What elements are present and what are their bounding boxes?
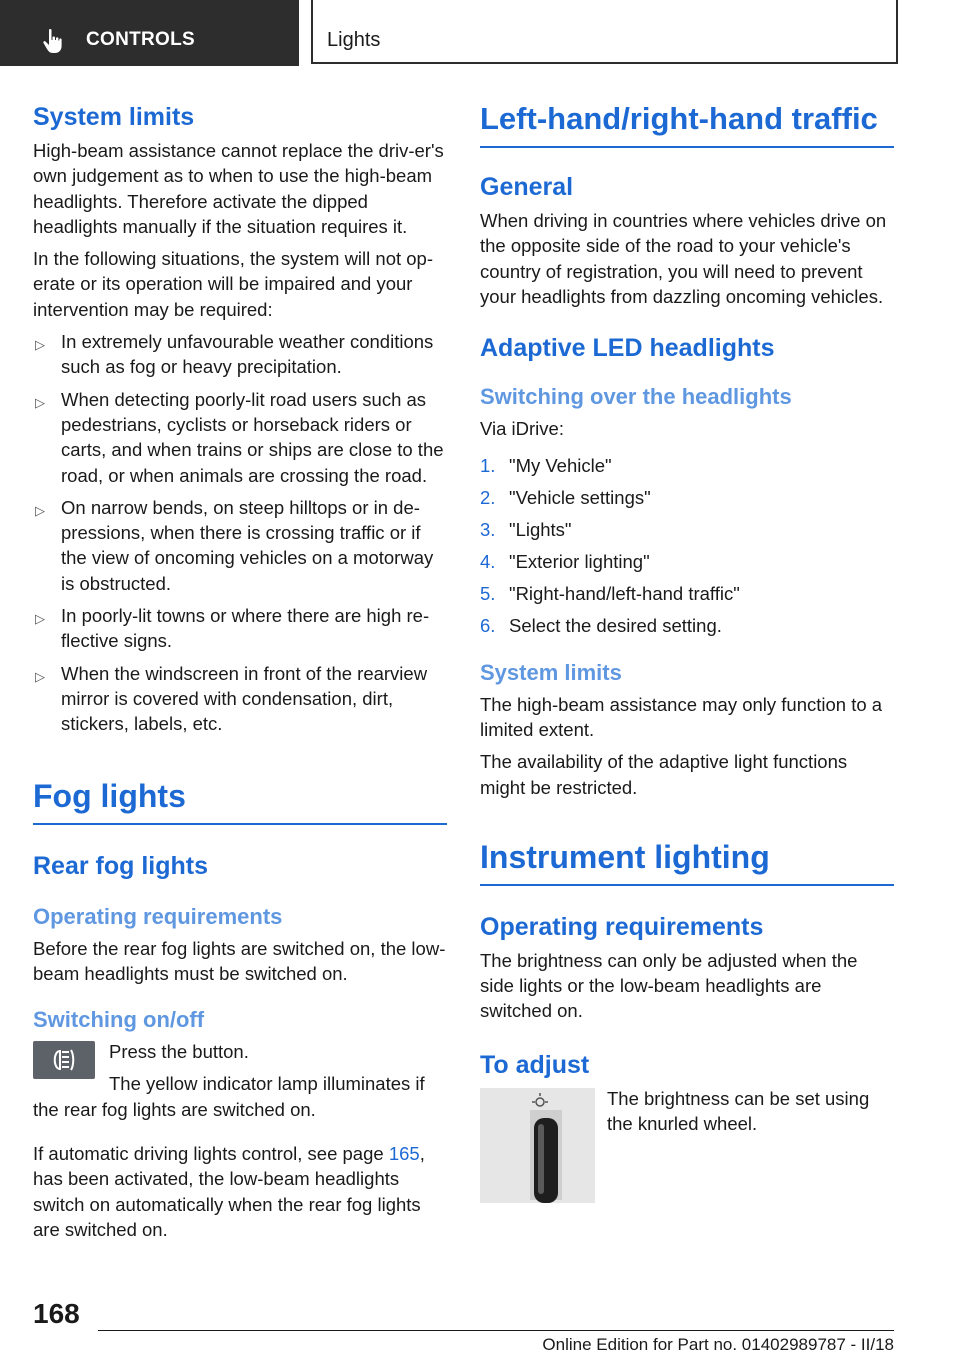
general-text: When driving in countries where vehicles drive on the opposite side of the road to your vehicle's country of registration, you will need to prevent your headlights from dazzling oncoming vehicles. — [480, 210, 887, 307]
system-limits-paragraph-1: High-beam assistance cannot replace the driv-er's own judgement as to when to use the high-beam headlights. Therefore activate the dipped headlights manually if the situation requires it. — [33, 140, 444, 237]
switching-over-heading: Switching over the headlights — [480, 384, 792, 410]
to-adjust-heading: To adjust — [480, 1050, 590, 1079]
triangle-bullet-icon: ▷ — [35, 611, 45, 627]
triangle-bullet-icon: ▷ — [35, 394, 45, 410]
list-item-text: When detecting poorly-lit road users such as pedestrians, cyclists or horseback riders or carts, and when trains or ships are close to the road, or when animals are crossing the road. — [61, 388, 444, 486]
system-limits-paragraph-2: In the following situations, the system will not op-erate or its operation will be impaired and your intervention may be required: — [33, 248, 433, 320]
list-item — [33, 661, 447, 737]
general-heading: General — [480, 173, 574, 201]
knurled-wheel-icon — [480, 1088, 595, 1203]
press-button-text: Press the button. — [109, 1041, 249, 1063]
triangle-bullet-icon: ▷ — [35, 502, 45, 518]
indicator-text: The yellow indicator lamp illuminates if the rear fog lights are switched on. — [33, 1073, 425, 1120]
section-tab — [0, 0, 299, 66]
page-header — [0, 0, 960, 66]
auto-lights-text: If automatic driving lights control, see page 165, has been activated, the low-beam headlights switch on automatically when the rear fog lights are switched on. — [33, 1143, 425, 1240]
rear-fog-button-image — [33, 1041, 95, 1079]
list-item — [33, 329, 447, 380]
triangle-bullet-icon: ▷ — [35, 337, 45, 353]
right-system-limits-heading: System limits — [480, 659, 622, 685]
list-item-text: On narrow bends, on steep hilltops or in de-pressions, when there is crossing traffic or if the view of oncoming vehicles on a motorway is obstructed. — [61, 496, 434, 594]
via-idrive-text: Via iDrive: — [480, 418, 564, 440]
switching-heading: Switching on/off — [33, 1007, 205, 1033]
footer-divider — [98, 1330, 894, 1331]
section-label: CONTROLS — [86, 29, 196, 50]
rear-fog-lights-heading: Rear fog lights — [33, 851, 209, 880]
operating-requirements-text: Before the rear fog lights are switched on, the low-beam headlights must be switched on. — [33, 937, 446, 984]
list-item: 3. "Lights" — [480, 519, 572, 541]
fog-lights-heading: Fog lights — [33, 777, 447, 825]
chapter-title: Lights — [327, 29, 381, 51]
operating-requirements-heading: Operating requirements — [33, 903, 283, 929]
list-item: 5. "Right-hand/left-hand traffic" — [480, 583, 740, 605]
right-system-limits-paragraph-1: The high-beam assistance may only function to a limited extent. — [480, 693, 883, 740]
right-column — [480, 100, 894, 1209]
rear-fog-light-icon — [33, 1041, 95, 1079]
edition-text: Online Edition for Part no. 01402989787 - II/18 — [542, 1335, 894, 1354]
system-limits-heading: System limits — [33, 103, 195, 131]
pointing-hand-icon — [40, 27, 68, 55]
right-system-limits-paragraph-2: The availability of the adaptive light functions might be restricted. — [480, 751, 848, 798]
limitations-list — [33, 329, 447, 736]
knurled-wheel-image — [480, 1088, 595, 1203]
list-item: 4. "Exterior lighting" — [480, 551, 650, 573]
list-item-text: In extremely unfavourable weather conditions such as fog or heavy precipitation. — [61, 331, 434, 378]
list-item — [33, 495, 447, 596]
list-item-text: When the windscreen in front of the rearview mirror is covered with condensation, dirt, stickers, labels, etc. — [61, 662, 428, 735]
idrive-steps-list — [480, 453, 894, 638]
traffic-heading: Left-hand/right-hand traffic — [480, 100, 894, 148]
adaptive-heading: Adaptive LED headlights — [480, 334, 775, 363]
page-link[interactable]: 165 — [388, 1143, 420, 1165]
to-adjust-text: The brightness can be set using the knurled wheel. — [607, 1087, 870, 1135]
list-item — [33, 387, 447, 488]
triangle-bullet-icon: ▷ — [35, 668, 45, 684]
page-number: 168 — [33, 1298, 80, 1329]
list-item-text: In poorly-lit towns or where there are high re-flective signs. — [61, 605, 430, 652]
list-item — [33, 603, 447, 654]
list-item: 2. "Vehicle settings" — [480, 487, 651, 509]
list-item: 6. Select the desired setting. — [480, 615, 722, 637]
instrument-lighting-heading: Instrument lighting — [480, 838, 894, 886]
right-operating-requirements-heading: Operating requirements — [480, 912, 764, 941]
chapter-title-box — [311, 0, 898, 64]
right-operating-requirements-text: The brightness can only be adjusted when the side lights or the low-beam headlights are switched on. — [480, 949, 858, 1022]
list-item: 1. "My Vehicle" — [480, 455, 612, 477]
left-column — [33, 100, 447, 1249]
